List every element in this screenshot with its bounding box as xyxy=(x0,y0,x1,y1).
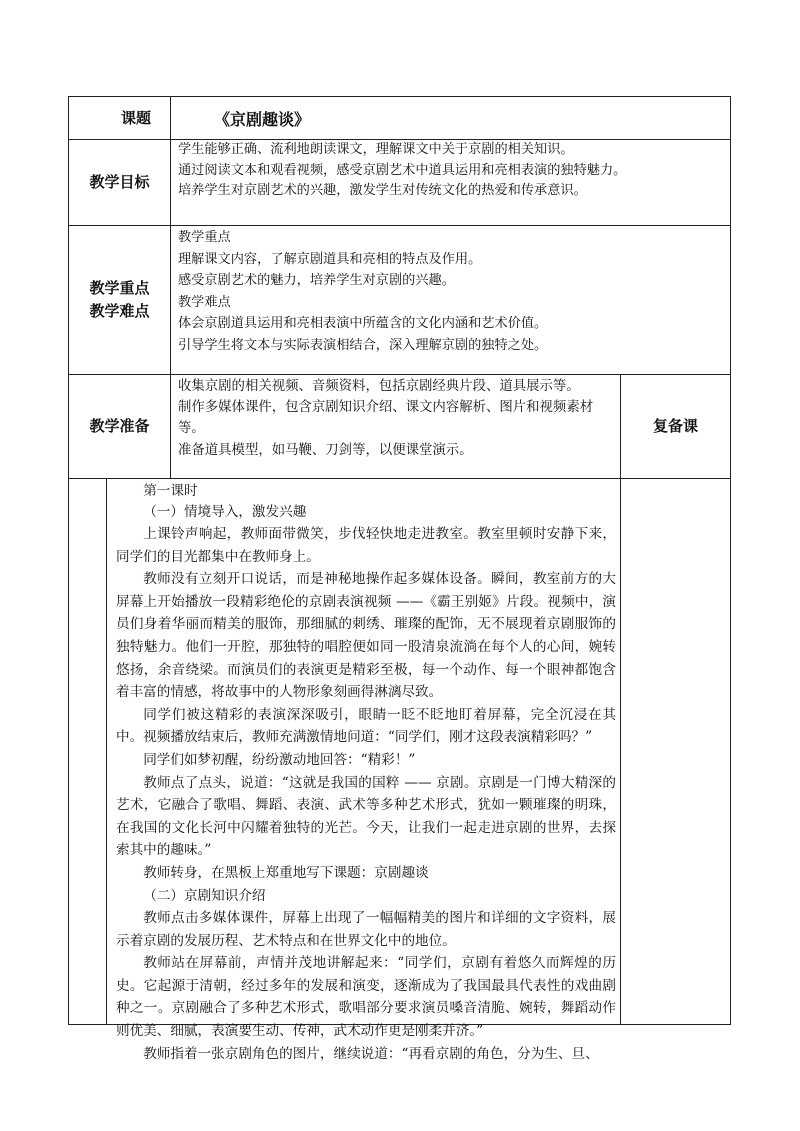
topic-value: 《京剧趣谈》 xyxy=(214,110,311,129)
key-point-line: 引导学生将文本与实际表演相结合，深入理解京剧的独特之处。 xyxy=(178,337,548,353)
objectives-label: 教学目标 xyxy=(89,173,150,191)
lesson-subheading: （一）情境导入，激发兴趣 xyxy=(143,504,307,520)
key-points-label xyxy=(69,226,170,374)
lesson-subheading: （二）京剧知识介绍 xyxy=(143,887,266,904)
key-points-text xyxy=(178,227,723,356)
key-points-label-line: 教学重点 xyxy=(89,279,150,297)
lesson-paragraph: 教师转身，在黑板上郑重地写下课题：京剧趣谈 xyxy=(143,864,429,881)
lesson-paragraph: 教师站在屏幕前，声情并茂地讲解起来：“同学们，京剧有着悠久而辉煌的历史。它起源于清朝，经过多年的发展和演变，逐渐成为了我国最具代表性的戏曲剧种之一。京剧融合了多种艺术形式，歌唱部分要求演员嗓音清脆、婉转，舞蹈动作则优美、细腻，表演要生动、传神，武术动作更是刚柔并济。” xyxy=(116,955,616,1040)
preparation-line: 准备道具模型，如马鞭、刀剑等，以便课堂演示。 xyxy=(178,442,473,458)
preparation-text xyxy=(178,376,618,461)
lesson-paragraph: 上课铃声响起，教师面带微笑，步伐轻快地走进教室。教室里顿时安静下来，同学们的目光都集中在教师身上。 xyxy=(116,526,616,565)
key-point-line: 理解课文内容，了解京剧道具和亮相的特点及作用。 xyxy=(178,251,482,267)
objective-line: 学生能够正确、流利地朗读课文，理解课文中关于京剧的相关知识。 xyxy=(178,142,574,157)
topic-label: 课题 xyxy=(120,108,151,127)
preparation-line: 制作多媒体课件，包含京剧知识介绍、课文内容解析、图片和视频素材 xyxy=(178,400,594,416)
lesson-inner-separator xyxy=(106,478,107,1025)
objective-line: 培养学生对京剧艺术的兴趣，激发学生对传统文化的热爱和传承意识。 xyxy=(178,183,587,198)
lesson-paragraph: 教师指着一张京剧角色的图片，继续说道：“再看京剧的角色，分为生、旦、 xyxy=(143,1045,599,1062)
lesson-paragraph: 教师点了点头，说道：“这就是我国的国粹 —— 京剧。京剧是一门博大精深的艺术，它融合了歌唱、舞蹈、表演、武术等多种艺术形式，犹如一颗璀璨的明珠，在我国的文化长河中闪耀着独特的光芒。今天，让我们一起走进京剧的世界，去探索其中的趣味。” xyxy=(116,774,616,859)
objective-line: 通过阅读文本和观看视频，感受京剧艺术中道具运用和亮相表演的独特魅力。 xyxy=(178,162,627,178)
key-points-label-line: 教学难点 xyxy=(89,302,150,320)
objectives-text xyxy=(178,140,723,202)
table-border-top xyxy=(68,96,731,97)
key-point-line: 感受京剧艺术的魅力，培养学生对京剧的兴趣。 xyxy=(178,273,455,288)
label-column-separator xyxy=(170,96,171,479)
key-point-line: 教学重点 xyxy=(178,230,231,245)
key-point-line: 体会京剧道具运用和亮相表演中所蕴含的文化内涵和艺术价值。 xyxy=(178,316,548,331)
preparation-line: 等。 xyxy=(178,421,205,437)
lesson-paragraph: 同学们如梦初醒，纷纷激动地回答：“精彩！” xyxy=(143,751,416,768)
lesson-paragraph: 教师没有立刻开口说话，而是神秘地操作起多媒体设备。瞬间，教室前方的大屏幕上开始播放一段精彩绝伦的京剧表演视频 ——《霸王别姬》片段。视频中，演员们身着华丽而精美的服饰，那细腻的刺绣、璀璨的配饰，无不展现着京剧服饰的独特魅力。他们一开腔，那独特的唱腔便如同一股清泉流淌在每个人的心间，婉转悠扬，余音绕梁。而演员们的表演更是精彩至极，每一个动作、每一个眼神都饱含着丰富的情感，将故事中的人物形象刻画得淋漓尽致。 xyxy=(116,571,616,701)
lesson-heading: 第一课时 xyxy=(143,483,198,499)
preparation-label: 教学准备 xyxy=(89,417,150,435)
lesson-paragraph: 教师点击多媒体课件，屏幕上出现了一幅幅精美的图片和详细的文字资料，展示着京剧的发展历程、艺术特点和在世界文化中的地位。 xyxy=(116,910,616,949)
lesson-paragraph: 同学们被这精彩的表演深深吸引，眼睛一眨不眨地盯着屏幕，完全沉浸在其中。视频播放结束后，教师充满激情地问道：“同学们，刚才这段表演精彩吗？” xyxy=(116,706,616,746)
row-separator xyxy=(68,478,731,479)
review-label: 复备课 xyxy=(652,417,698,435)
key-point-line: 教学难点 xyxy=(178,294,231,310)
lesson-body xyxy=(116,481,616,1065)
preparation-line: 收集京剧的相关视频、音频资料，包括京剧经典片段、道具展示等。 xyxy=(178,379,580,394)
table-border-right xyxy=(730,96,731,1025)
